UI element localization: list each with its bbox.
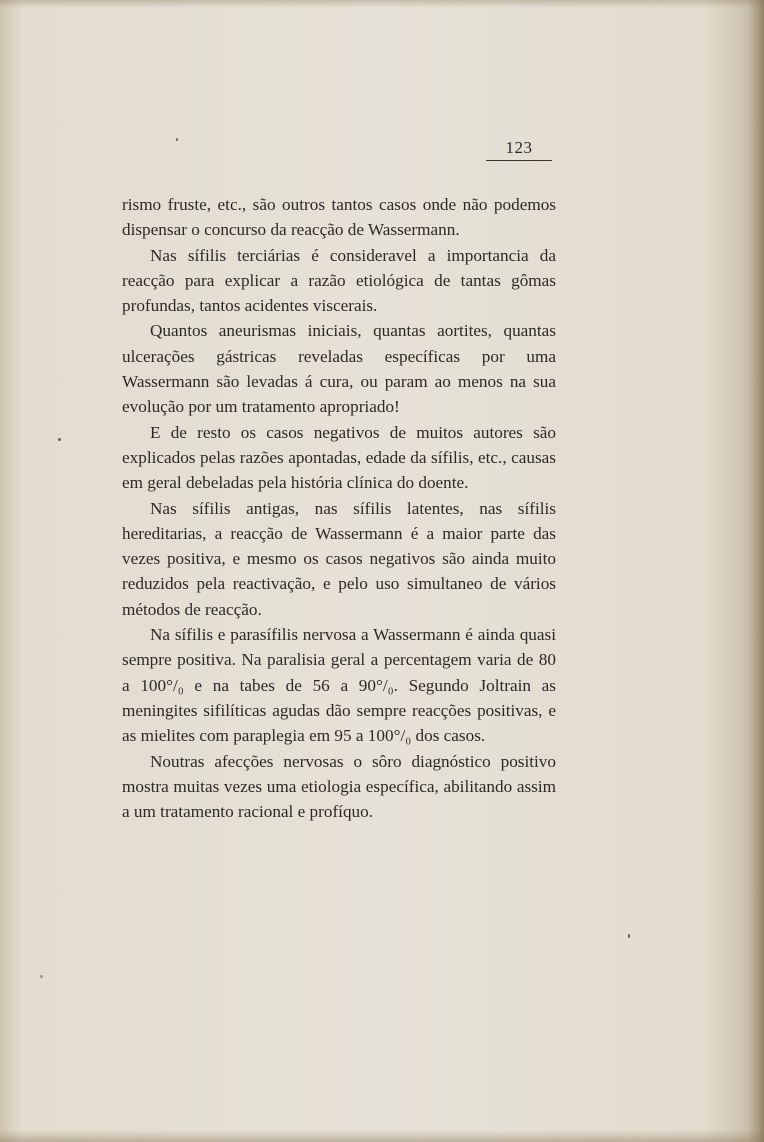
page-right-edge bbox=[748, 0, 764, 1142]
page-top-shadow bbox=[0, 0, 764, 8]
paragraph: Na sífilis e parasífilis nervosa a Wassermann é ainda quasi sempre positiva. Na paralisia geral a percentagem varia de 80 a 100°/₀ e na tabes de 56 a 90°/₀. Segundo Joltrain as meningites sifilíticas agudas dão sempre reacções positivas, e as mielites com paraplegia em 95 a 100°/₀ dos casos. bbox=[122, 625, 556, 746]
paragraph: Nas sífilis terciárias é consideravel a importancia da reacção para explicar a razão etiológica de tantas gômas profundas, tantos acidentes viscerais. bbox=[122, 245, 556, 316]
paragraph: Noutras afecções nervosas o sôro diagnóstico positivo mostra muitas vezes uma etiologia específica, abilitando assim a um tratamento racional e profíquo. bbox=[122, 751, 556, 822]
body-text bbox=[122, 192, 556, 824]
paragraph: E de resto os casos negativos de muitos autores são explicados pelas razões apontadas, edade da sífilis, etc., causas em geral debeladas pela história clínica do doente. bbox=[122, 422, 556, 493]
paper-speck bbox=[176, 138, 178, 141]
paragraph: Nas sífilis antigas, nas sífilis latentes, nas sífilis hereditarias, a reacção de Wassermann é a maior parte das vezes positiva, e mesmo os casos negativos são ainda muito reduzidos pela reactivação, e pelo uso simultaneo de vários métodos de reacção. bbox=[122, 498, 556, 619]
paragraph: rismo fruste, etc., são outros tantos casos onde não podemos dispensar o concurso da reacção de Wassermann. bbox=[122, 195, 556, 240]
paper-speck bbox=[40, 975, 43, 978]
page-number: 123 bbox=[486, 138, 552, 161]
paragraph: Quantos aneurismas iniciais, quantas aortites, quantas ulcerações gástricas reveladas específicas por uma Wassermann são levadas á cura, ou param ao menos na sua evolução por um tratamento apropriado! bbox=[122, 321, 556, 417]
page-bottom-edge bbox=[0, 1130, 764, 1142]
paper-speck bbox=[58, 438, 61, 441]
paper-speck bbox=[628, 934, 630, 938]
